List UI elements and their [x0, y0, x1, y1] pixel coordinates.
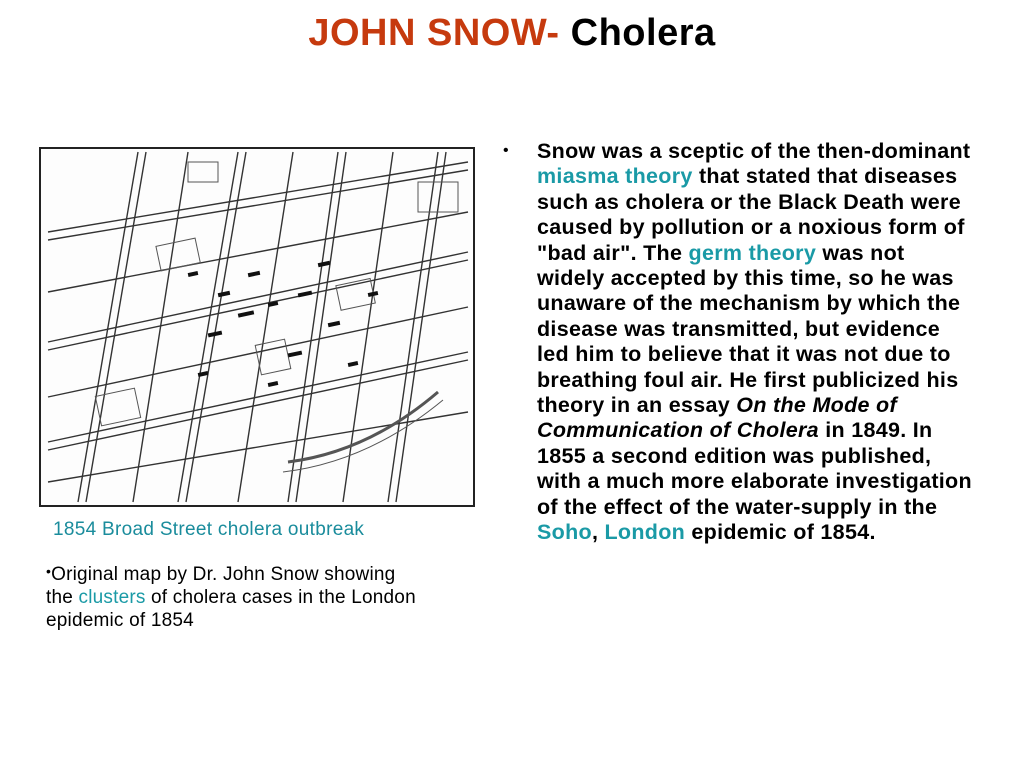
body-text-3: was not widely accepted by this time, so he was unaware of the mechanism by which the disease was transmitted, but evidence led him to believe that it was not due to breathing foul air. He first publicized his theory in an essay: [537, 240, 961, 418]
notes-text-2: of cholera cases in the London epidemic of 1854: [46, 587, 416, 631]
soho-link[interactable]: Soho: [537, 520, 592, 545]
essay-title: On the Mode of Communication of Cholera: [537, 393, 897, 443]
body-text: [537, 139, 977, 546]
notes-text-1: Original map by Dr. John Snow showing the: [46, 564, 396, 608]
comma: ,: [591, 520, 605, 545]
germ-theory-link[interactable]: germ theory: [688, 240, 817, 265]
miasma-theory-link[interactable]: miasma theory: [537, 164, 693, 189]
body-text-5: epidemic of 1854.: [685, 520, 876, 545]
body-text-4: in 1849. In 1855 a second edition was published, with a much more elaborate investigation of the effect of the water-supply in the: [537, 418, 972, 519]
body-text-2: that stated that diseases such as cholera or the Black Death were caused by pollution or a noxious form of "bad air". The: [537, 164, 965, 265]
slide-title: [0, 12, 1024, 55]
title-cholera: Cholera: [559, 12, 716, 54]
map-caption: 1854 Broad Street cholera outbreak: [53, 519, 365, 540]
title-john-snow: JOHN SNOW-: [308, 12, 560, 54]
snow-cholera-map: [38, 142, 478, 510]
body-bullet: •: [503, 142, 509, 159]
body-text-1: Snow was a sceptic of the then-dominant: [537, 139, 971, 163]
london-link[interactable]: London: [604, 520, 686, 545]
map-notes: [46, 560, 426, 632]
clusters-link[interactable]: clusters: [78, 587, 146, 608]
notes-bullet: •: [46, 563, 52, 579]
